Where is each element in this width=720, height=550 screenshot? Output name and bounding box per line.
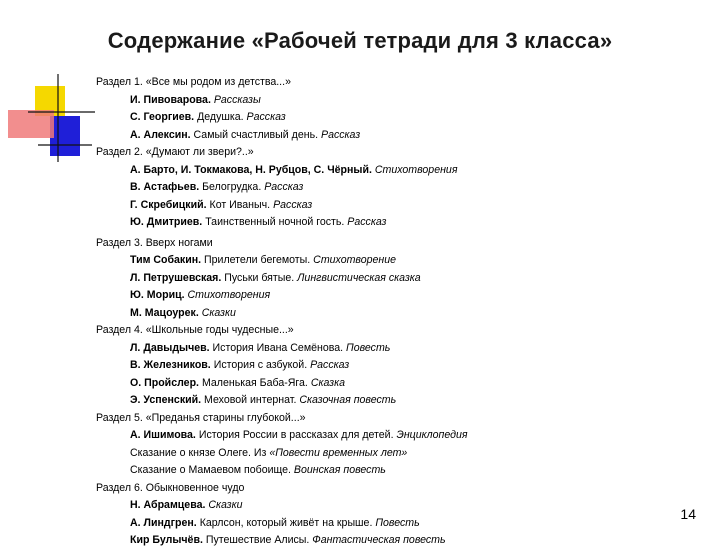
item-genre: Фантастическая повесть — [312, 534, 446, 546]
item-work: Маленькая Баба-Яга. — [201, 376, 308, 389]
list-item — [96, 427, 696, 445]
item-author: А. Алексин. — [130, 128, 191, 141]
list-item — [96, 357, 696, 375]
item-work: История с азбукой. — [213, 359, 308, 371]
item-author: О. Пройслер. — [130, 376, 199, 389]
item-author: А. Барто, И. Токмакова, Н. Рубцов, С. Чёрный. — [130, 163, 372, 176]
item-genre: Сказки — [201, 306, 236, 319]
item-work: Белогрудка. — [202, 181, 262, 193]
item-author: Ю. Дмитриев. — [130, 216, 203, 228]
list-item — [96, 287, 696, 305]
list-item — [96, 305, 696, 323]
page-title: Содержание «Рабочей тетради для 3 класса» — [107, 28, 613, 53]
item-work: Дедушка. — [197, 111, 244, 123]
list-item — [96, 497, 696, 515]
item-author: В. Астафьев. — [130, 181, 200, 193]
list-item — [96, 515, 696, 533]
item-work: Самый счастливый день. — [193, 128, 319, 141]
table-of-contents — [96, 74, 696, 550]
list-item — [96, 462, 696, 480]
red-rectangle-shape — [8, 110, 54, 138]
list-item — [96, 445, 696, 463]
list-item — [96, 92, 696, 110]
item-author: М. Мацоурек. — [130, 306, 199, 319]
item-work: История Ивана Семёнова. — [212, 341, 344, 354]
item-genre: «Повести временных лет» — [269, 446, 408, 459]
item-work: История России в рассказах для детей. — [198, 429, 394, 441]
item-work: Меховой интернат. — [204, 394, 297, 406]
page-number: 14 — [680, 506, 696, 522]
list-item — [96, 340, 696, 358]
item-genre: Рассказ — [347, 216, 387, 228]
list-item — [96, 375, 696, 393]
item-work: Прилетели бегемоты. — [204, 254, 311, 266]
list-item — [96, 109, 696, 127]
item-genre: Воинская повесть — [293, 464, 386, 476]
item-genre: Рассказ — [273, 198, 313, 211]
item-work: Сказание о Мамаевом побоище. — [130, 464, 291, 476]
section-heading: Раздел 4. «Школьные годы чудесные...» — [96, 324, 294, 336]
item-genre: Рассказ — [264, 181, 304, 193]
item-author: Ю. Мориц. — [130, 289, 185, 301]
list-item — [96, 127, 696, 145]
item-genre: Повесть — [346, 341, 391, 354]
item-work: Сказание о князе Олеге. Из — [130, 446, 267, 459]
item-genre: Сказочная повесть — [299, 394, 397, 406]
item-genre: Энциклопедия — [396, 429, 468, 441]
item-work: Карлсон, который живёт на крыше. — [199, 516, 373, 529]
item-genre: Повесть — [375, 516, 420, 529]
list-item — [96, 532, 696, 550]
section-heading: Раздел 3. Вверх ногами — [96, 236, 213, 249]
decorative-squares-graphic — [0, 0, 95, 170]
item-author: С. Георгиев. — [130, 111, 195, 123]
item-genre: Лингвистическая сказка — [297, 271, 421, 284]
item-author: Л. Давыдычев. — [130, 341, 210, 354]
item-genre: Сказка — [310, 376, 345, 389]
item-work: Путешествие Алисы. — [205, 534, 310, 546]
item-author: Тим Собакин. — [130, 254, 202, 266]
item-genre: Сказки — [208, 499, 243, 511]
section-heading: Раздел 5. «Преданья старины глубокой...» — [96, 411, 306, 424]
item-work: Кот Иваныч. — [209, 198, 271, 211]
item-genre: Стихотворение — [313, 254, 397, 266]
list-item — [96, 179, 696, 197]
item-author: Л. Петрушевская. — [130, 271, 222, 284]
list-item — [96, 162, 696, 180]
item-genre: Рассказ — [246, 111, 286, 123]
item-author: Э. Успенский. — [130, 394, 202, 406]
item-genre: Рассказы — [213, 93, 261, 106]
item-genre: Стихотворения — [374, 163, 458, 176]
item-author: Кир Булычёв. — [130, 534, 203, 546]
list-item — [96, 270, 696, 288]
item-author: И. Пивоварова. — [130, 93, 211, 106]
blue-square-shape — [50, 116, 80, 156]
section-heading: Раздел 6. Обыкновенное чудо — [96, 481, 245, 494]
item-genre: Рассказ — [321, 128, 361, 141]
section-heading: Раздел 1. «Все мы родом из детства...» — [96, 76, 291, 88]
list-item — [96, 214, 696, 232]
item-author: А. Ишимова. — [130, 429, 196, 441]
list-item — [96, 197, 696, 215]
item-work: Пуськи бятые. — [224, 271, 295, 284]
item-work: Таинственный ночной гость. — [205, 216, 345, 228]
list-item — [96, 392, 696, 410]
item-author: В. Железников. — [130, 359, 211, 371]
list-item — [96, 252, 696, 270]
item-author: Н. Абрамцева. — [130, 499, 206, 511]
item-genre: Стихотворения — [187, 289, 271, 301]
item-author: А. Линдгрен. — [130, 516, 197, 529]
section-heading: Раздел 2. «Думают ли звери?..» — [96, 146, 254, 158]
item-genre: Рассказ — [310, 359, 350, 371]
item-author: Г. Скребицкий. — [130, 198, 207, 211]
